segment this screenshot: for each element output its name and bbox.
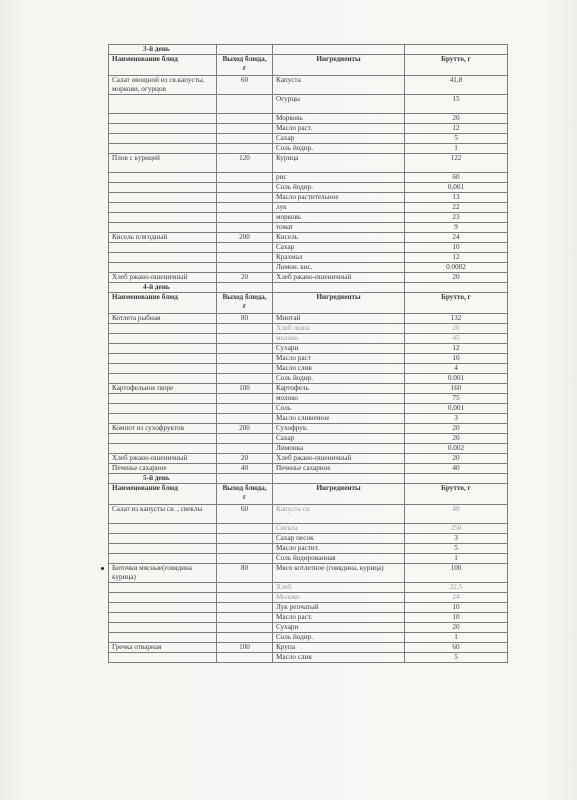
yield-cell [217, 544, 273, 554]
brutto-cell: 10 [405, 354, 508, 364]
brutto-cell: 20 [405, 324, 508, 334]
dish-name-cell [109, 354, 217, 364]
table-row [109, 273, 508, 283]
dish-name-cell [109, 394, 217, 404]
menu-table-body [109, 45, 508, 663]
table-row [109, 524, 508, 534]
yield-cell [217, 593, 273, 603]
table-row [109, 374, 508, 384]
brutto-cell: 9 [405, 223, 508, 233]
dish-name-cell [109, 534, 217, 544]
dish-name-cell [109, 134, 217, 144]
dish-name-cell [109, 593, 217, 603]
ingredient-cell: Сухари [273, 344, 405, 354]
brutto-cell: 20 [405, 114, 508, 124]
brutto-cell: 60 [405, 173, 508, 183]
brutto-cell: 20 [405, 623, 508, 633]
yield-cell: 40 [217, 464, 273, 474]
yield-cell [217, 213, 273, 223]
ingredient-cell: Картофель [273, 384, 405, 394]
ingredient-cell: Соль йодир. [273, 633, 405, 643]
dish-name-cell [109, 404, 217, 414]
ingredient-cell: Крахмал [273, 253, 405, 263]
table-row [109, 505, 508, 524]
yield-cell [217, 603, 273, 613]
dish-name-cell [109, 253, 217, 263]
day-title-row [109, 283, 508, 293]
yield-cell [217, 253, 273, 263]
ingredient-cell: Курица [273, 154, 405, 173]
ingredient-cell: Хлеб ржано-пшеничный [273, 454, 405, 464]
table-row [109, 314, 508, 324]
ingredient-cell: Сухофрук. [273, 424, 405, 434]
yield-cell [217, 144, 273, 154]
dish-name-cell: Салат из капусты св. , свеклы [109, 505, 217, 524]
yield-cell [217, 364, 273, 374]
brutto-cell: 24 [405, 233, 508, 243]
dish-name-cell [109, 263, 217, 273]
ingredient-cell: лук [273, 203, 405, 213]
dish-name-cell: Хлеб ржано-пшеничный [109, 454, 217, 464]
dish-name-cell [109, 444, 217, 454]
ingredient-cell: Сахар [273, 134, 405, 144]
table-row [109, 534, 508, 544]
brutto-cell: 5 [405, 653, 508, 663]
brutto-cell: 12 [405, 124, 508, 134]
dish-name-cell [109, 633, 217, 643]
empty-cell [405, 45, 508, 55]
table-row [109, 414, 508, 424]
brutto-cell: 15 [405, 95, 508, 114]
dish-name-cell [109, 434, 217, 444]
dish-name-cell [109, 524, 217, 534]
brutto-cell: 12 [405, 344, 508, 354]
yield-cell: 20 [217, 273, 273, 283]
table-row [109, 183, 508, 193]
column-header-brutto: Брутто, г [405, 484, 508, 505]
ingredient-cell: Лимон. кис. [273, 263, 405, 273]
ingredient-cell: Свекла [273, 524, 405, 534]
table-row [109, 464, 508, 474]
brutto-cell: 100 [405, 564, 508, 583]
menu-table [108, 44, 508, 663]
yield-cell [217, 354, 273, 364]
brutto-cell: 10 [405, 613, 508, 623]
ingredient-cell: Минтай [273, 314, 405, 324]
ingredient-cell: Крупа [273, 643, 405, 653]
dish-name-cell: Плов с курицей [109, 154, 217, 173]
column-header-dish: Наименование блюд [109, 293, 217, 314]
dish-name-cell [109, 623, 217, 633]
ingredient-cell: рис [273, 173, 405, 183]
ingredient-cell: Хлеб ржано-пшеничный [273, 273, 405, 283]
yield-cell [217, 583, 273, 593]
table-row [109, 544, 508, 554]
table-row [109, 564, 508, 583]
day-title-row [109, 474, 508, 484]
brutto-cell: 40 [405, 464, 508, 474]
ingredient-cell: Огурцы [273, 95, 405, 114]
table-row [109, 114, 508, 124]
table-row [109, 364, 508, 374]
dish-name-cell [109, 213, 217, 223]
brutto-cell: 20 [405, 273, 508, 283]
day-title-row [109, 45, 508, 55]
table-row [109, 424, 508, 434]
yield-cell: 100 [217, 643, 273, 653]
dish-name-cell: Гречка отварная [109, 643, 217, 653]
table-row [109, 434, 508, 444]
brutto-cell: 5 [405, 544, 508, 554]
ingredient-cell: Сахар [273, 243, 405, 253]
ingredient-cell: Сахар [273, 434, 405, 444]
yield-cell [217, 613, 273, 623]
table-row [109, 384, 508, 394]
table-row [109, 334, 508, 344]
brutto-cell: 20 [405, 424, 508, 434]
empty-cell [217, 45, 273, 55]
yield-cell [217, 344, 273, 354]
yield-cell [217, 374, 273, 384]
table-row [109, 613, 508, 623]
empty-cell [405, 283, 508, 293]
brutto-cell: 132 [405, 314, 508, 324]
empty-cell [273, 474, 405, 484]
dish-name-cell: Компот из сухофруктов [109, 424, 217, 434]
ingredient-cell: Соль йодир. [273, 144, 405, 154]
brutto-cell: 23 [405, 213, 508, 223]
ingredient-cell: Масло слив [273, 364, 405, 374]
yield-cell [217, 524, 273, 534]
table-row [109, 344, 508, 354]
ingredient-cell: Мясо котлетное (говядина, курица) [273, 564, 405, 583]
ingredient-cell: Масло растит. [273, 544, 405, 554]
column-header-brutto: Брутто, г [405, 293, 508, 314]
ingredient-cell: Соль йодир. [273, 183, 405, 193]
table-row [109, 243, 508, 253]
yield-cell: 200 [217, 424, 273, 434]
dish-name-cell [109, 193, 217, 203]
yield-cell [217, 633, 273, 643]
dish-name-cell [109, 554, 217, 564]
ingredient-cell: молоко [273, 334, 405, 344]
table-row [109, 154, 508, 173]
table-row [109, 623, 508, 633]
yield-cell [217, 623, 273, 633]
brutto-cell: 250 [405, 524, 508, 534]
dish-name-cell: Хлеб ржано-пшеничный [109, 273, 217, 283]
table-row [109, 394, 508, 404]
column-header-ingredients: Ингредиенты [273, 484, 405, 505]
dish-name-cell: Печенье сахарное [109, 464, 217, 474]
column-header-yield: Выход блюда, г [217, 484, 273, 505]
brutto-cell: 3 [405, 414, 508, 424]
yield-cell: 200 [217, 233, 273, 243]
yield-cell: 60 [217, 76, 273, 95]
brutto-cell: 60 [405, 643, 508, 653]
table-row [109, 653, 508, 663]
brutto-cell: 13 [405, 193, 508, 203]
dish-name-cell: Кисель п/ягодный [109, 233, 217, 243]
brutto-cell: 48 [405, 505, 508, 524]
scan-speck [101, 567, 104, 570]
column-header-yield: Выход блюда, г [217, 293, 273, 314]
table-row [109, 444, 508, 454]
table-row [109, 124, 508, 134]
ingredient-cell: Масло раст [273, 354, 405, 364]
brutto-cell: 4 [405, 364, 508, 374]
yield-cell [217, 203, 273, 213]
ingredient-cell: Капуста [273, 76, 405, 95]
dish-name-cell [109, 95, 217, 114]
ingredient-cell: Соль йодированная [273, 554, 405, 564]
ingredient-cell: Масло слив [273, 653, 405, 663]
ingredient-cell: Соль [273, 404, 405, 414]
dish-name-cell [109, 583, 217, 593]
dish-name-cell [109, 364, 217, 374]
yield-cell [217, 95, 273, 114]
empty-cell [273, 283, 405, 293]
brutto-cell: 0.0002 [405, 263, 508, 273]
table-row [109, 203, 508, 213]
brutto-cell: 1 [405, 144, 508, 154]
ingredient-cell: морковь [273, 213, 405, 223]
dish-name-cell [109, 124, 217, 134]
table-row [109, 454, 508, 464]
table-row [109, 583, 508, 593]
brutto-cell: 24 [405, 593, 508, 603]
ingredient-cell: Сахар песок [273, 534, 405, 544]
table-row [109, 633, 508, 643]
dish-name-cell: Картофельное пюре [109, 384, 217, 394]
table-row [109, 233, 508, 243]
ingredient-cell: Молоко [273, 593, 405, 603]
table-row [109, 76, 508, 95]
day-title: 4-й день [109, 283, 217, 293]
table-row [109, 263, 508, 273]
column-header-yield: Выход блюда, г [217, 55, 273, 76]
dish-name-cell: Котлета рыбная [109, 314, 217, 324]
table-row [109, 95, 508, 114]
column-header-ingredients: Ингредиенты [273, 55, 405, 76]
table-row [109, 354, 508, 364]
yield-cell [217, 134, 273, 144]
brutto-cell: 1 [405, 633, 508, 643]
brutto-cell: 3 [405, 534, 508, 544]
dish-name-cell [109, 344, 217, 354]
yield-cell [217, 243, 273, 253]
empty-cell [405, 474, 508, 484]
yield-cell [217, 653, 273, 663]
ingredient-cell: Масло раст. [273, 124, 405, 134]
yield-cell [217, 444, 273, 454]
table-row [109, 554, 508, 564]
yield-cell [217, 534, 273, 544]
column-header-dish: Наименование блюд [109, 55, 217, 76]
yield-cell [217, 183, 273, 193]
menu-sheet [108, 44, 507, 663]
column-header-dish: Наименование блюд [109, 484, 217, 505]
brutto-cell: 45 [405, 334, 508, 344]
dish-name-cell: Салат овощной из св.капусты, моркови, огурцов [109, 76, 217, 95]
yield-cell [217, 263, 273, 273]
ingredient-cell: Кисель [273, 233, 405, 243]
table-row [109, 144, 508, 154]
brutto-cell: 22 [405, 203, 508, 213]
table-row [109, 253, 508, 263]
brutto-cell: 160 [405, 384, 508, 394]
yield-cell [217, 394, 273, 404]
dish-name-cell [109, 203, 217, 213]
ingredient-cell: Лимонка [273, 444, 405, 454]
brutto-cell: 0,001 [405, 183, 508, 193]
yield-cell [217, 414, 273, 424]
header-row [109, 293, 508, 314]
header-row [109, 484, 508, 505]
brutto-cell: 20 [405, 434, 508, 444]
dish-name-cell [109, 324, 217, 334]
column-header-brutto: Брутто, г [405, 55, 508, 76]
table-row [109, 213, 508, 223]
ingredient-cell: молоко [273, 394, 405, 404]
yield-cell [217, 324, 273, 334]
yield-cell: 80 [217, 564, 273, 583]
ingredient-cell: Хлеб пшен [273, 324, 405, 334]
yield-cell: 100 [217, 384, 273, 394]
brutto-cell: 122 [405, 154, 508, 173]
brutto-cell: 0.002 [405, 444, 508, 454]
yield-cell [217, 173, 273, 183]
dish-name-cell [109, 653, 217, 663]
dish-name-cell [109, 613, 217, 623]
yield-cell [217, 223, 273, 233]
brutto-cell: 20 [405, 454, 508, 464]
ingredient-cell: Морковь [273, 114, 405, 124]
ingredient-cell: Масло раст. [273, 613, 405, 623]
brutto-cell: 5 [405, 134, 508, 144]
ingredient-cell: Хлеб [273, 583, 405, 593]
yield-cell [217, 404, 273, 414]
table-row [109, 603, 508, 613]
yield-cell [217, 554, 273, 564]
table-row [109, 643, 508, 653]
table-row [109, 193, 508, 203]
ingredient-cell: Масло сливочное [273, 414, 405, 424]
dish-name-cell [109, 544, 217, 554]
dish-name-cell [109, 243, 217, 253]
yield-cell [217, 334, 273, 344]
dish-name-cell [109, 374, 217, 384]
brutto-cell: 10 [405, 243, 508, 253]
empty-cell [273, 45, 405, 55]
brutto-cell: 10 [405, 603, 508, 613]
empty-cell [217, 283, 273, 293]
dish-name-cell [109, 173, 217, 183]
header-row [109, 55, 508, 76]
table-row [109, 404, 508, 414]
dish-name-cell: Биточки мясные(говядина курица) [109, 564, 217, 583]
yield-cell [217, 124, 273, 134]
yield-cell [217, 193, 273, 203]
yield-cell: 80 [217, 314, 273, 324]
dish-name-cell [109, 114, 217, 124]
ingredient-cell: томат [273, 223, 405, 233]
empty-cell [217, 474, 273, 484]
dish-name-cell [109, 144, 217, 154]
table-row [109, 324, 508, 334]
ingredient-cell: Печенье сахарное [273, 464, 405, 474]
yield-cell [217, 114, 273, 124]
dish-name-cell [109, 223, 217, 233]
day-title: 3-й день [109, 45, 217, 55]
table-row [109, 173, 508, 183]
dish-name-cell [109, 183, 217, 193]
brutto-cell: 41,8 [405, 76, 508, 95]
ingredient-cell: Капуста св. [273, 505, 405, 524]
table-row [109, 134, 508, 144]
ingredient-cell: Масло растительное [273, 193, 405, 203]
brutto-cell: 12 [405, 253, 508, 263]
dish-name-cell [109, 603, 217, 613]
column-header-ingredients: Ингредиенты [273, 293, 405, 314]
brutto-cell: 75 [405, 394, 508, 404]
ingredient-cell: Сухари [273, 623, 405, 633]
yield-cell: 20 [217, 454, 273, 464]
table-row [109, 223, 508, 233]
brutto-cell: 0.001 [405, 374, 508, 384]
yield-cell: 60 [217, 505, 273, 524]
day-title: 5-й день [109, 474, 217, 484]
yield-cell: 120 [217, 154, 273, 173]
brutto-cell: 0,001 [405, 404, 508, 414]
yield-cell [217, 434, 273, 444]
dish-name-cell [109, 334, 217, 344]
brutto-cell: 1 [405, 554, 508, 564]
ingredient-cell: Лук репчатый [273, 603, 405, 613]
dish-name-cell [109, 414, 217, 424]
brutto-cell: 22,5 [405, 583, 508, 593]
table-row [109, 593, 508, 603]
ingredient-cell: Соль йодир. [273, 374, 405, 384]
